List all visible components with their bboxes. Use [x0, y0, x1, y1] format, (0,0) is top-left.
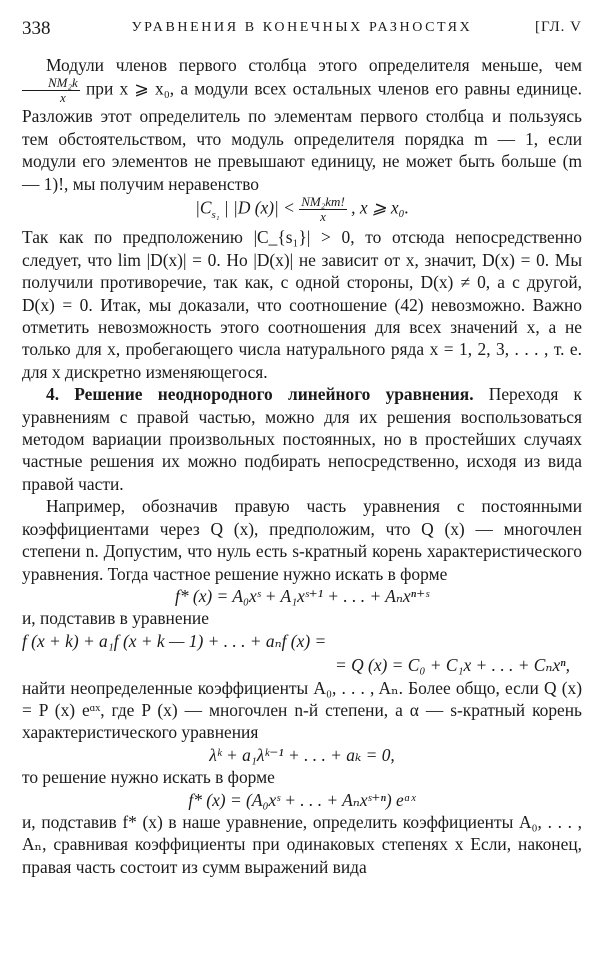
page-number: 338 [22, 18, 51, 39]
equation-3a: f (x + k) + a₁f (x + k — 1) + . . . + aₙf (x) = [22, 630, 327, 651]
eq1-mid: | |D (x)| < [223, 197, 295, 218]
paragraph-6: найти неопределенные коэффициенты A₀, . . . , Aₙ. Более общо, если Q (x) = P (x) eᵅˣ, где P (x) — многочлен n-й степени, а α — s-кратный корень характеристического уравнения [22, 677, 582, 743]
frac-denominator: x [60, 90, 66, 106]
paragraph-3 [22, 383, 582, 495]
p3-text: Переходя к уравнениям с правой частью, можно для их решения воспользоваться методом вариации произвольных постоянных, но в простейших случаях частные решения их можно подбирать непосредственно, исходя из вида правой части. [22, 384, 582, 494]
paragraph-1 [22, 54, 582, 195]
p1-line2b: при x ⩾ x₀, а модули всех остальных членов его равны [85, 78, 511, 99]
eq1-frac-numerator: NM₂km! [301, 194, 345, 210]
p1-line1: Модули членов первого столбца этого определителя меньше, [46, 55, 543, 75]
fraction-nm2k-over-x [22, 76, 80, 105]
eq1-fraction [299, 195, 347, 224]
paragraph-2 [22, 226, 582, 383]
eq1-frac-denominator: x [320, 209, 326, 225]
eq1-sub: s₁ [211, 209, 220, 221]
p2-text: Так как по предположению |C_{s₁}| > 0, то отсюда непосредственно следует, что lim |D(x)| = 0. Но |D(x)| не зависит от x, значит, D(x) = 0. Мы получили противоречие, так как, с одной стороны, D(x) ≠ 0, а с другой, D(x) = 0. Итак, мы доказали, что соотношение (42) невозможно. Важно отметить невозможность этого соотношения для всех значений x, а не только для x, пробегающего числа натурального ряда x = 1, 2, 3, . . . , т. е. для x дискретно изменяющегося. [22, 227, 582, 382]
p1-line3: единице. Разложив этот определитель по элементам первого столбца и пользуясь тем обстоятельством, что модуль определителя порядка m — 1, если модули его элементов не превышают единицу, не может быть больше (m — 1)!, мы получим неравенство [22, 78, 582, 194]
frac-numerator: NM₂k [22, 76, 80, 91]
paragraph-8: и, подставив f* (x) в наше уравнение, определить коэффициенты A₀, . . . , Aₙ, сравнивая коэффициенты при одинаковых степенях x Если, наконец, правая часть состоит из сумм выражений вида [22, 811, 582, 877]
p1-line2a: чем [554, 55, 582, 75]
eq1-left: |C [195, 197, 212, 218]
equation-5: f* (x) = (A₀xˢ + . . . + Aₙxˢ⁺ⁿ) eᵅˣ [188, 789, 416, 810]
paragraph-7: то решение нужно искать в форме [22, 767, 275, 788]
equation-1 [22, 195, 582, 226]
running-title: УРАВНЕНИЯ В КОНЕЧНЫХ РАЗНОСТЯХ [131, 20, 473, 35]
paragraph-4: Например, обозначив правую часть уравнения с постоянными коэффициентами через Q (x), предположим, что Q (x) — многочлен степени n. Допустим, что нуль есть s-кратный корень характеристического уравнения. Тогда частное решение нужно искать в форме [22, 496, 582, 584]
eq1-right: , x ⩾ x₀. [351, 197, 409, 218]
equation-2: f* (x) = A₀xˢ + A₁xˢ⁺¹ + . . . + Aₙxⁿ⁺ˢ [175, 585, 429, 606]
equation-3b: = Q (x) = C₀ + C₁x + . . . + Cₙxⁿ, [335, 655, 570, 676]
section-heading: 4. Решение неоднородного линейного уравнения. [46, 384, 474, 405]
page-header [22, 14, 582, 44]
page-body [22, 54, 582, 878]
paragraph-5: и, подставив в уравнение [22, 608, 209, 629]
equation-4: λᵏ + a₁λᵏ⁻¹ + . . . + aₖ = 0, [209, 744, 395, 765]
chapter-label: [ГЛ. V [534, 19, 582, 35]
